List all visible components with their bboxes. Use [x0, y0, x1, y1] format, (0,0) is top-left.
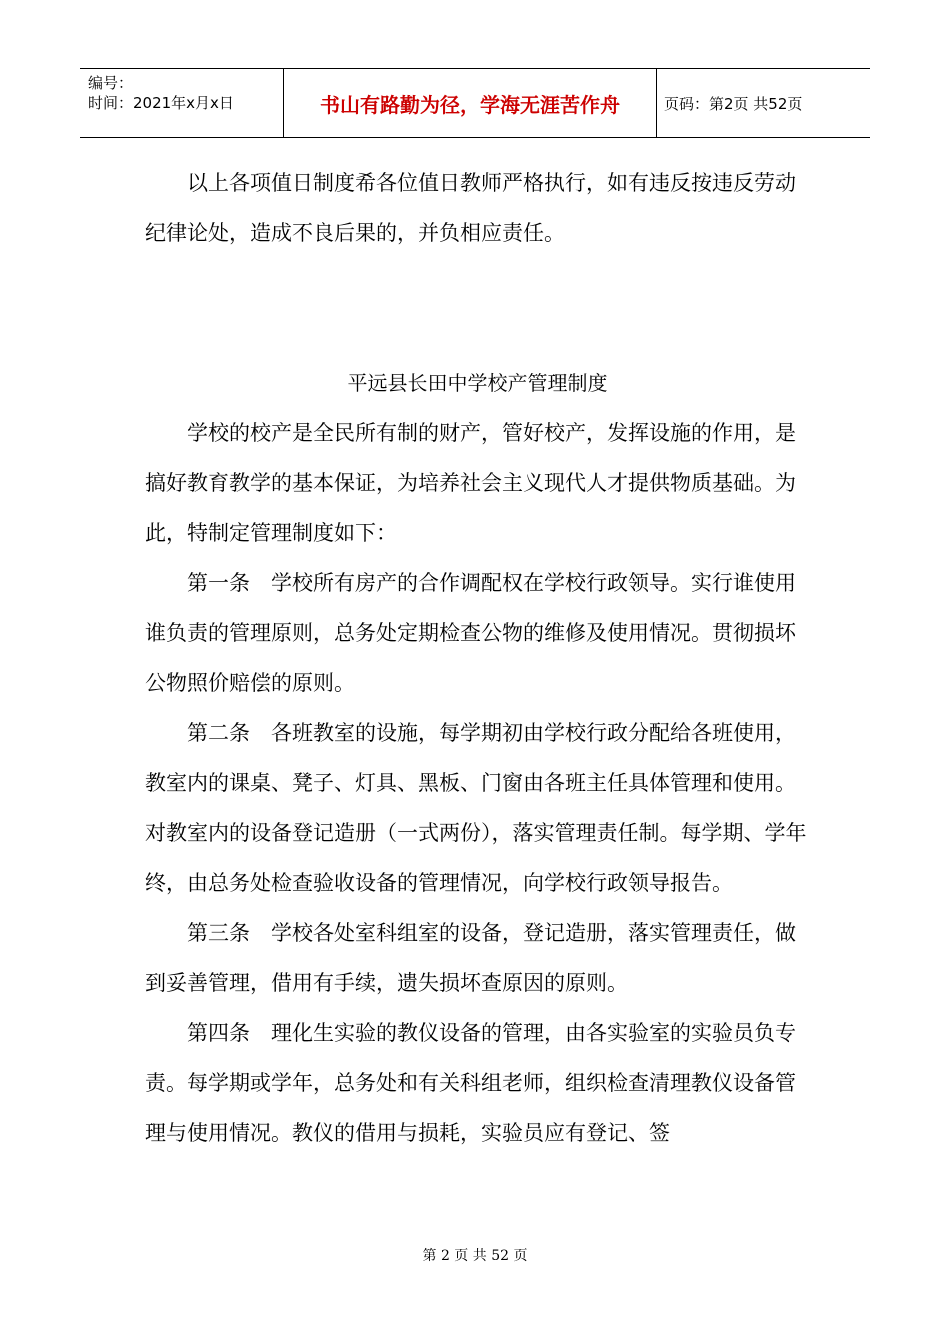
page-footer: 第 2 页 共 52 页: [422, 1248, 528, 1264]
header-page-label: 页码：第2页 共52页: [664, 94, 803, 113]
header-motto: 书山有路勤为径，学海无涯苦作舟: [283, 69, 657, 137]
article-1-paragraph: 第一条 学校所有房产的合作调配权在学校行政领导。实行谁使用谁负责的管理原则，总务处定期检查公物的维修及使用情况。贯彻损坏公物照价赔偿的原则。: [145, 571, 796, 695]
section-title: 平远县长田中学校产管理制度: [347, 371, 608, 395]
intro-block: [145, 158, 810, 258]
code-label: 编号：: [88, 74, 134, 92]
article-2-paragraph: 第二条 各班教室的设施，每学期初由学校行政分配给各班使用，教室内的课桌、凳子、灯具、黑板、门窗由各班主任具体管理和使用。对教室内的设备登记造册（一式两份），落实管理责任制。每学期、学年终，由总务处检查验收设备的管理情况，向学校行政领导报告。: [145, 721, 807, 895]
article-4-paragraph: 第四条 理化生实验的教仪设备的管理，由各实验室的实验员负专责。每学期或学年，总务处和有关科组老师，组织检查清理教仪设备管理与使用情况。教仪的借用与损耗，实验员应有登记、签: [145, 1021, 796, 1145]
header-left-block: [88, 73, 278, 113]
time-label: 时间：2021年x月x日: [88, 94, 234, 112]
intro-paragraph: 以上各项值日制度希各位值日教师严格执行，如有违反按违反劳动纪律论处，造成不良后果的，并负相应责任。: [145, 171, 796, 245]
page-header: [80, 68, 870, 138]
body-paragraph: 学校的校产是全民所有制的财产，管好校产，发挥设施的作用，是搞好教育教学的基本保证，为培养社会主义现代人才提供物质基础。为此，特制定管理制度如下：: [145, 421, 796, 545]
article-3-paragraph: 第三条 学校各处室科组室的设备，登记造册，落实管理责任，做到妥善管理，借用有手续，遗失损坏查原因的原则。: [145, 921, 796, 995]
main-content: [145, 358, 810, 1158]
